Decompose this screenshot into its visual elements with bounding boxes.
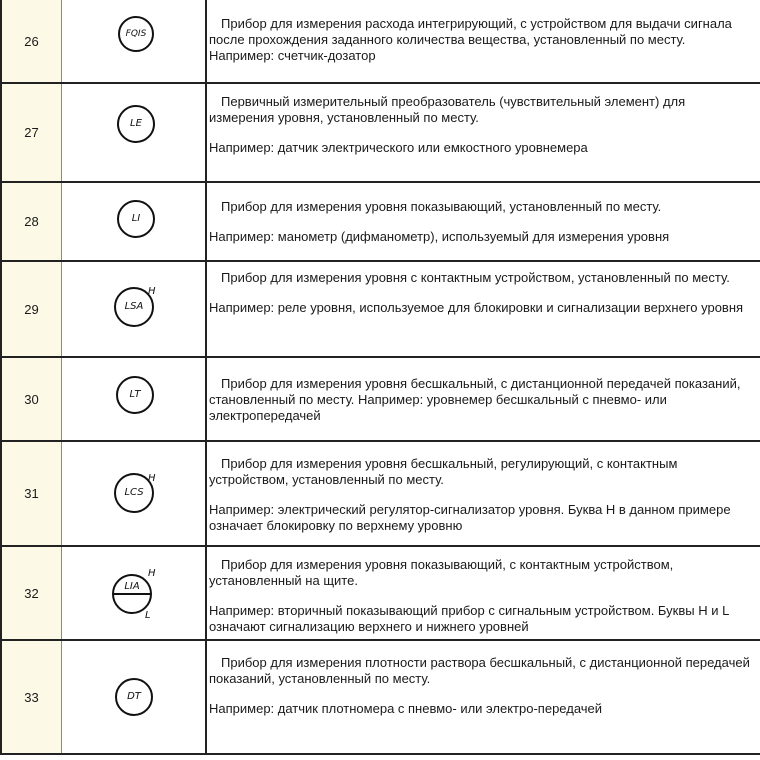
row-number: 28: [0, 183, 62, 260]
description-text: Прибор для измерения уровня бесшкальный, регулирующий, с контактным устройством, установленный по месту.: [209, 456, 678, 487]
table-row: [0, 641, 760, 755]
svg-text:DT: DT: [127, 691, 141, 702]
example-text: Например: реле уровня, используемое для блокировки и сигнализации верхнего уровня: [209, 300, 744, 315]
table-row: [0, 358, 760, 442]
row-number: 31: [0, 442, 62, 545]
svg-text:LI: LI: [131, 213, 141, 224]
svg-text:L: L: [145, 610, 151, 621]
symbol-cell: [62, 442, 207, 545]
svg-text:LSA: LSA: [124, 301, 144, 312]
symbol-cell: [62, 183, 207, 260]
table-row: [0, 262, 760, 358]
instrument-symbol-icon: [62, 262, 205, 356]
svg-text:H: H: [148, 473, 156, 484]
row-number: 32: [0, 547, 62, 639]
description-cell: [207, 547, 760, 639]
instrument-symbol-icon: [62, 84, 205, 181]
row-number: 33: [0, 641, 62, 753]
instrument-symbol-icon: [62, 183, 205, 260]
example-text: Например: электрический регулятор-сигнализатор уровня. Буква Н в данном примере означает блокировку по верхнему уровню: [209, 502, 731, 533]
example-text: Например: манометр (дифманометр), используемый для измерения уровня: [209, 229, 670, 244]
description-cell: [207, 641, 760, 753]
symbol-cell: [62, 358, 207, 440]
description-cell: [207, 262, 760, 356]
description-cell: [207, 183, 760, 260]
svg-text:LT: LT: [129, 389, 141, 400]
description-cell: [207, 84, 760, 181]
description-text: Прибор для измерения уровня с контактным устройством, установленный по месту.: [221, 270, 730, 285]
table-row: [0, 84, 760, 183]
svg-text:LCS: LCS: [124, 487, 144, 498]
example-text: Например: датчик плотномера с пневмо- или электро-передачей: [209, 701, 603, 716]
description-text: Прибор для измерения уровня бесшкальный, с дистанционной передачей показаний, становленный по месту. Например: уровнемер бесшкальный с пневмо- или электропередачей: [209, 376, 741, 423]
description-text: Первичный измерительный преобразователь (чувствительный элемент) для измерения уровня, установленный по месту.: [209, 94, 686, 125]
description-text: Прибор для измерения уровня показывающий, с контактным устройством, установленный на щите.: [209, 557, 674, 588]
table-row: [0, 183, 760, 262]
svg-text:LE: LE: [130, 118, 142, 129]
row-number: 26: [0, 0, 62, 82]
instrument-symbol-icon: [62, 442, 205, 545]
example-text: Например: датчик электрического или емкостного уровнемера: [209, 140, 588, 155]
symbol-cell: [62, 641, 207, 753]
instrument-symbol-icon: [62, 358, 205, 440]
svg-text:LIA: LIA: [124, 581, 140, 592]
row-number: 27: [0, 84, 62, 181]
symbol-cell: [62, 547, 207, 639]
symbol-cell: [62, 262, 207, 356]
example-text: Например: вторичный показывающий прибор с сигнальным устройством. Буквы Н и L означают сигнализацию верхнего и нижнего уровней: [209, 603, 729, 634]
table-row: [0, 0, 760, 84]
symbol-cell: [62, 0, 207, 82]
description-text: Прибор для измерения плотности раствора бесшкальный, с дистанционной передачей показаний, установленный по месту.: [209, 655, 750, 686]
table-row: [0, 547, 760, 641]
instrument-panel-symbol-icon: [62, 547, 205, 639]
svg-text:H: H: [148, 568, 156, 579]
symbol-cell: [62, 84, 207, 181]
table-row: [0, 442, 760, 547]
svg-text:H: H: [148, 286, 156, 297]
description-cell: [207, 358, 760, 440]
description-cell: [207, 0, 760, 82]
row-number: 30: [0, 358, 62, 440]
description-text: Прибор для измерения расхода интегрирующий, с устройством для выдачи сигнала после прохождения заданного количества вещества, установленный по месту. Например: счетчик-дозатор: [209, 16, 732, 63]
svg-text:FQIS: FQIS: [125, 29, 147, 39]
row-number: 29: [0, 262, 62, 356]
instrument-symbol-icon: [62, 641, 205, 753]
description-cell: [207, 442, 760, 545]
description-text: Прибор для измерения уровня показывающий, установленный по месту.: [221, 199, 662, 214]
instrument-symbol-icon: [62, 0, 205, 83]
